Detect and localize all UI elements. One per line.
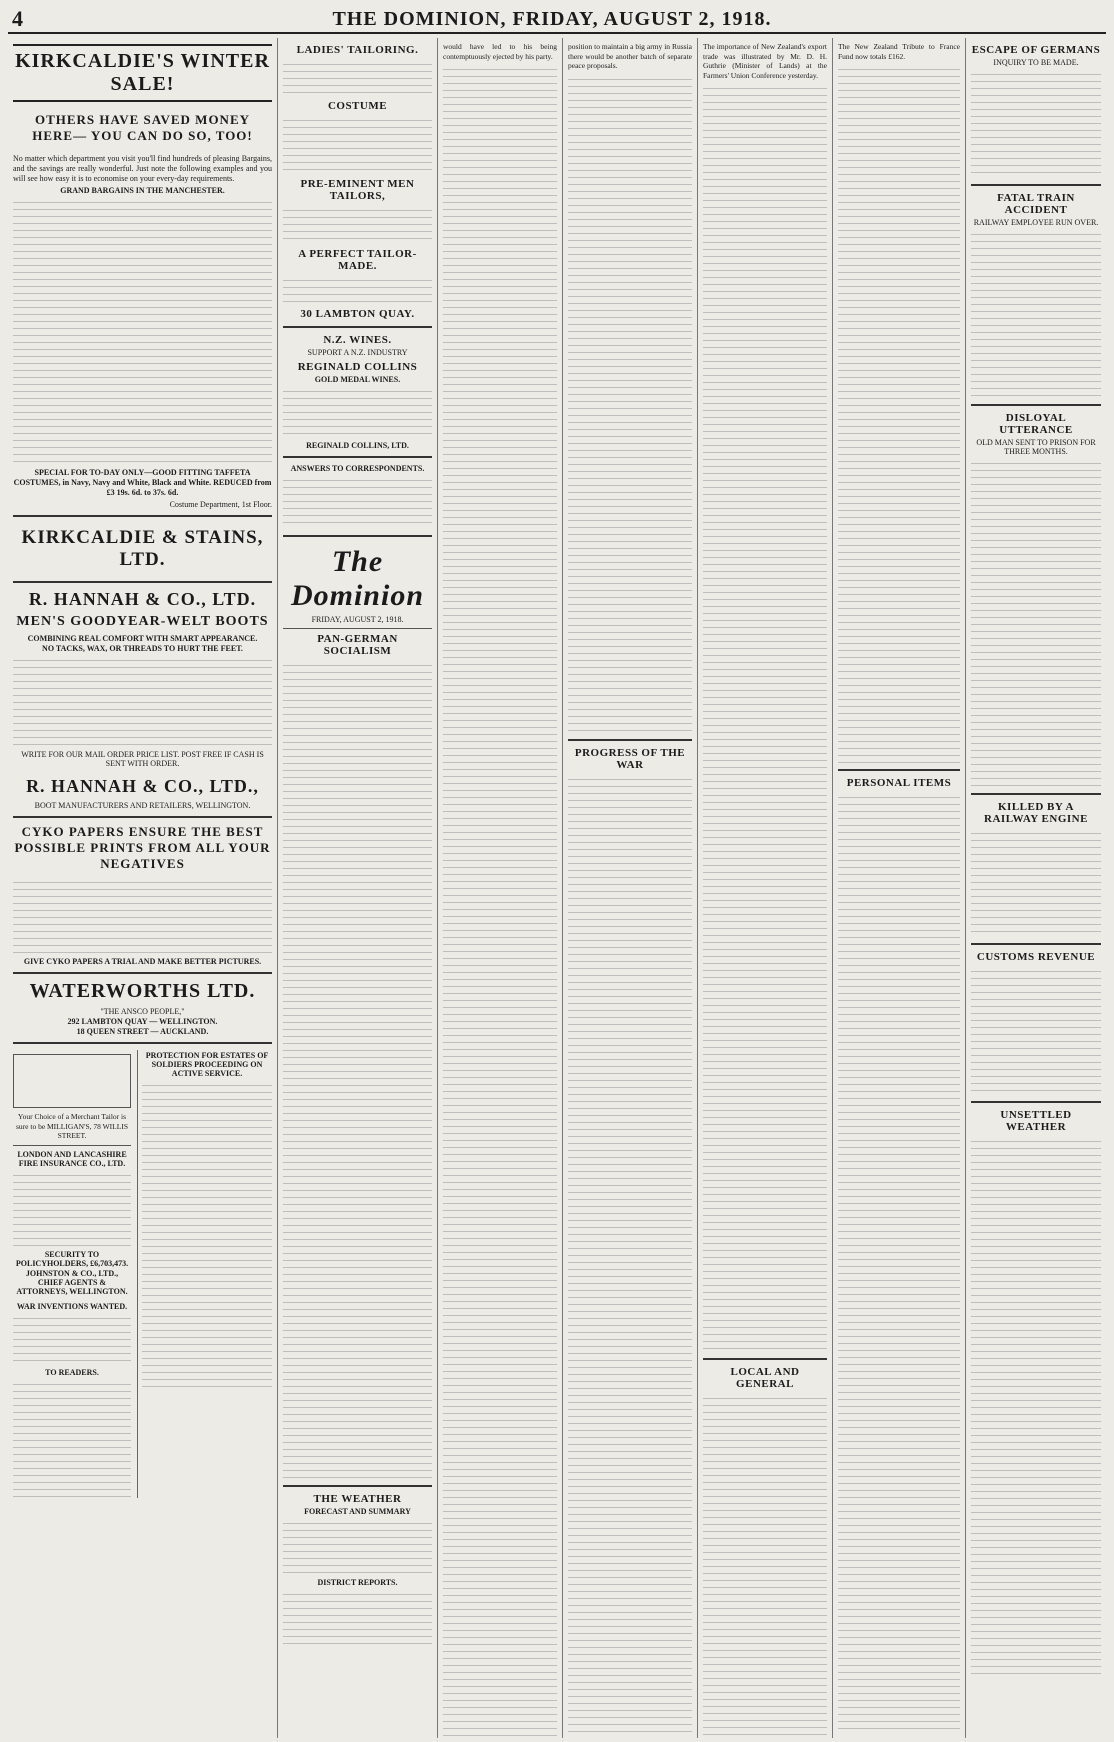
customs-heading: CUSTOMS REVENUE xyxy=(976,951,1096,963)
kirk-price-list xyxy=(13,196,272,466)
fatal-sub: RAILWAY EMPLOYEE RUN OVER. xyxy=(973,218,1099,227)
forecast-heading: FORECAST AND SUMMARY xyxy=(304,1507,411,1516)
page-title: THE DOMINION, FRIDAY, AUGUST 2, 1918. xyxy=(332,7,772,30)
london-fire-title: LONDON AND LANCASHIRE FIRE INSURANCE CO., LTD. xyxy=(17,1149,127,1168)
reginald-collins: REGINALD COLLINS xyxy=(297,361,418,373)
readers-body xyxy=(13,1378,131,1498)
kirk-footer: KIRKCALDIE & STAINS, LTD. xyxy=(21,527,264,570)
tailor-address: 30 LAMBTON QUAY. xyxy=(300,308,415,320)
cyko-title: CYKO PAPERS ENSURE THE BEST POSSIBLE PRINTS FROM ALL YOUR NEGATIVES xyxy=(14,824,271,871)
masthead xyxy=(8,6,1106,34)
to-readers: TO READERS. xyxy=(45,1367,99,1377)
tailor-illustration xyxy=(13,1054,131,1108)
waterworths-title: WATERWORTHS LTD. xyxy=(29,980,256,1002)
cyko-body xyxy=(13,876,272,956)
hannah-sub: MEN'S GOODYEAR-WELT BOOTS xyxy=(16,614,269,629)
nz-wines-sub: SUPPORT A N.Z. INDUSTRY xyxy=(307,348,408,357)
local-and-general: LOCAL AND GENERAL xyxy=(730,1366,800,1390)
unsettled-heading: UNSETTLED WEATHER xyxy=(1000,1109,1072,1133)
columns xyxy=(8,38,1106,1738)
ladies-tailoring: LADIES' TAILORING. xyxy=(296,44,419,56)
london-fire-body xyxy=(13,1169,131,1249)
london-security: SECURITY TO POLICYHOLDERS, £6,703,473. xyxy=(15,1249,129,1268)
escape-heading: ESCAPE OF GERMANS xyxy=(971,44,1101,56)
leader-continued: would have led to his being contemptuously ejected by his party. xyxy=(443,42,557,61)
column-5 xyxy=(698,38,833,1738)
column-7 xyxy=(966,38,1106,1738)
hannah-tag: COMBINING REAL COMFORT WITH SMART APPEARANCE. xyxy=(27,634,258,643)
fatal-heading: FATAL TRAIN ACCIDENT xyxy=(997,192,1075,216)
personal-items: PERSONAL ITEMS xyxy=(846,777,952,789)
pan-german-heading: PAN-GERMAN SOCIALISM xyxy=(317,633,398,657)
disloyal-heading: DISLOYAL UTTERANCE xyxy=(999,412,1073,436)
kirk-intro: No matter which department you visit you'll find hundreds of pleasing Bargains, and the savings are really wonderful. Just note the following examples and you will see how easy it is to economise on your every-day requirements. xyxy=(13,154,272,183)
leader-article xyxy=(283,659,432,1479)
waterworths-sub: "THE ANSCO PEOPLE," xyxy=(100,1007,185,1016)
page-number: 4 xyxy=(12,6,24,31)
pre-eminent: PRE-EMINENT MEN TAILORS, xyxy=(300,178,415,202)
column-6 xyxy=(833,38,966,1738)
hannah-boot-list xyxy=(13,654,272,749)
cyko-give: GIVE CYKO PAPERS A TRIAL AND MAKE BETTER PICTURES. xyxy=(23,957,262,966)
russia-text: position to maintain a big army in Russia there would be another batch of separate peace proposals. xyxy=(568,42,692,70)
column-2 xyxy=(278,38,438,1738)
hannah-note: NO TACKS, WAX, OR THREADS TO HURT THE FEET. xyxy=(42,644,243,653)
column-4 xyxy=(563,38,698,1738)
kirk-special: SPECIAL FOR TO-DAY ONLY—GOOD FITTING TAFFETA COSTUMES, in Navy, Navy and White, Black and White. REDUCED from £3 19s. 6d. to 37s. 6d. xyxy=(13,468,272,497)
answers-heading: ANSWERS TO CORRESPONDENTS. xyxy=(290,464,425,473)
disloyal-sub: OLD MAN SENT TO PRISON FOR THREE MONTHS. xyxy=(976,438,1096,456)
tribute-text: The New Zealand Tribute to France Fund now totals £162. xyxy=(838,42,960,61)
hannah-title: R. HANNAH & CO., LTD. xyxy=(28,589,257,609)
waterworths-address-2: 18 QUEEN STREET — AUCKLAND. xyxy=(76,1027,209,1036)
costume-heading: COSTUME xyxy=(327,100,388,112)
hannah-order: WRITE FOR OUR MAIL ORDER PRICE LIST. POST FREE IF CASH IS SENT WITH ORDER. xyxy=(21,750,264,768)
escape-sub: INQUIRY TO BE MADE. xyxy=(993,58,1079,67)
protection-estates: PROTECTION FOR ESTATES OF SOLDIERS PROCEEDING ON ACTIVE SERVICE. xyxy=(145,1051,269,1078)
gold-medal: GOLD MEDAL WINES. xyxy=(314,375,401,384)
kirk-section: GRAND BARGAINS IN THE MANCHESTER. xyxy=(60,186,225,195)
war-inventions: WAR INVENTIONS WANTED. xyxy=(16,1301,128,1311)
trustee-body xyxy=(142,1079,272,1389)
kirk-headline: KIRKCALDIE'S WINTER SALE! xyxy=(13,44,272,102)
hannah-footer: R. HANNAH & CO., LTD., xyxy=(26,776,259,796)
killed-heading: KILLED BY A RAILWAY ENGINE xyxy=(984,801,1088,825)
milligan-ad: Your Choice of a Merchant Tailor is sure to be MILLIGAN'S, 78 WILLIS STREET. xyxy=(15,1112,129,1140)
dominion-logo: The Dominion xyxy=(290,545,425,612)
waterworths-address-1: 292 LAMBTON QUAY — WELLINGTON. xyxy=(67,1017,218,1026)
perfect-tailor: A PERFECT TAILOR-MADE. xyxy=(298,248,417,272)
reginald-ltd: REGINALD COLLINS, LTD. xyxy=(306,441,409,450)
column-1 xyxy=(8,38,278,1738)
johnston-agents: JOHNSTON & CO., LTD., CHIEF AGENTS & ATTORNEYS, WELLINGTON. xyxy=(16,1268,128,1296)
column-3 xyxy=(438,38,563,1738)
export-trade-text: The importance of New Zealand's export trade was illustrated by Mr. D. H. Guthrie (Minister of Lands) at the Farmers' Union Conference yesterday. xyxy=(703,42,827,80)
kirk-sub: OTHERS HAVE SAVED MONEY HERE— YOU CAN DO SO, TOO! xyxy=(32,112,253,143)
war-inventions-body xyxy=(13,1312,131,1367)
hannah-footer-sub: BOOT MANUFACTURERS AND RETAILERS, WELLINGTON. xyxy=(34,801,251,810)
dateline: FRIDAY, AUGUST 2, 1918. xyxy=(311,615,404,624)
weather-heading: THE WEATHER xyxy=(313,1493,402,1505)
progress-of-war: PROGRESS OF THE WAR xyxy=(574,746,686,771)
nz-wines: N.Z. WINES. xyxy=(323,334,392,346)
district-reports: DISTRICT REPORTS. xyxy=(317,1578,398,1587)
kirk-special-note: Costume Department, 1st Floor. xyxy=(169,500,272,509)
